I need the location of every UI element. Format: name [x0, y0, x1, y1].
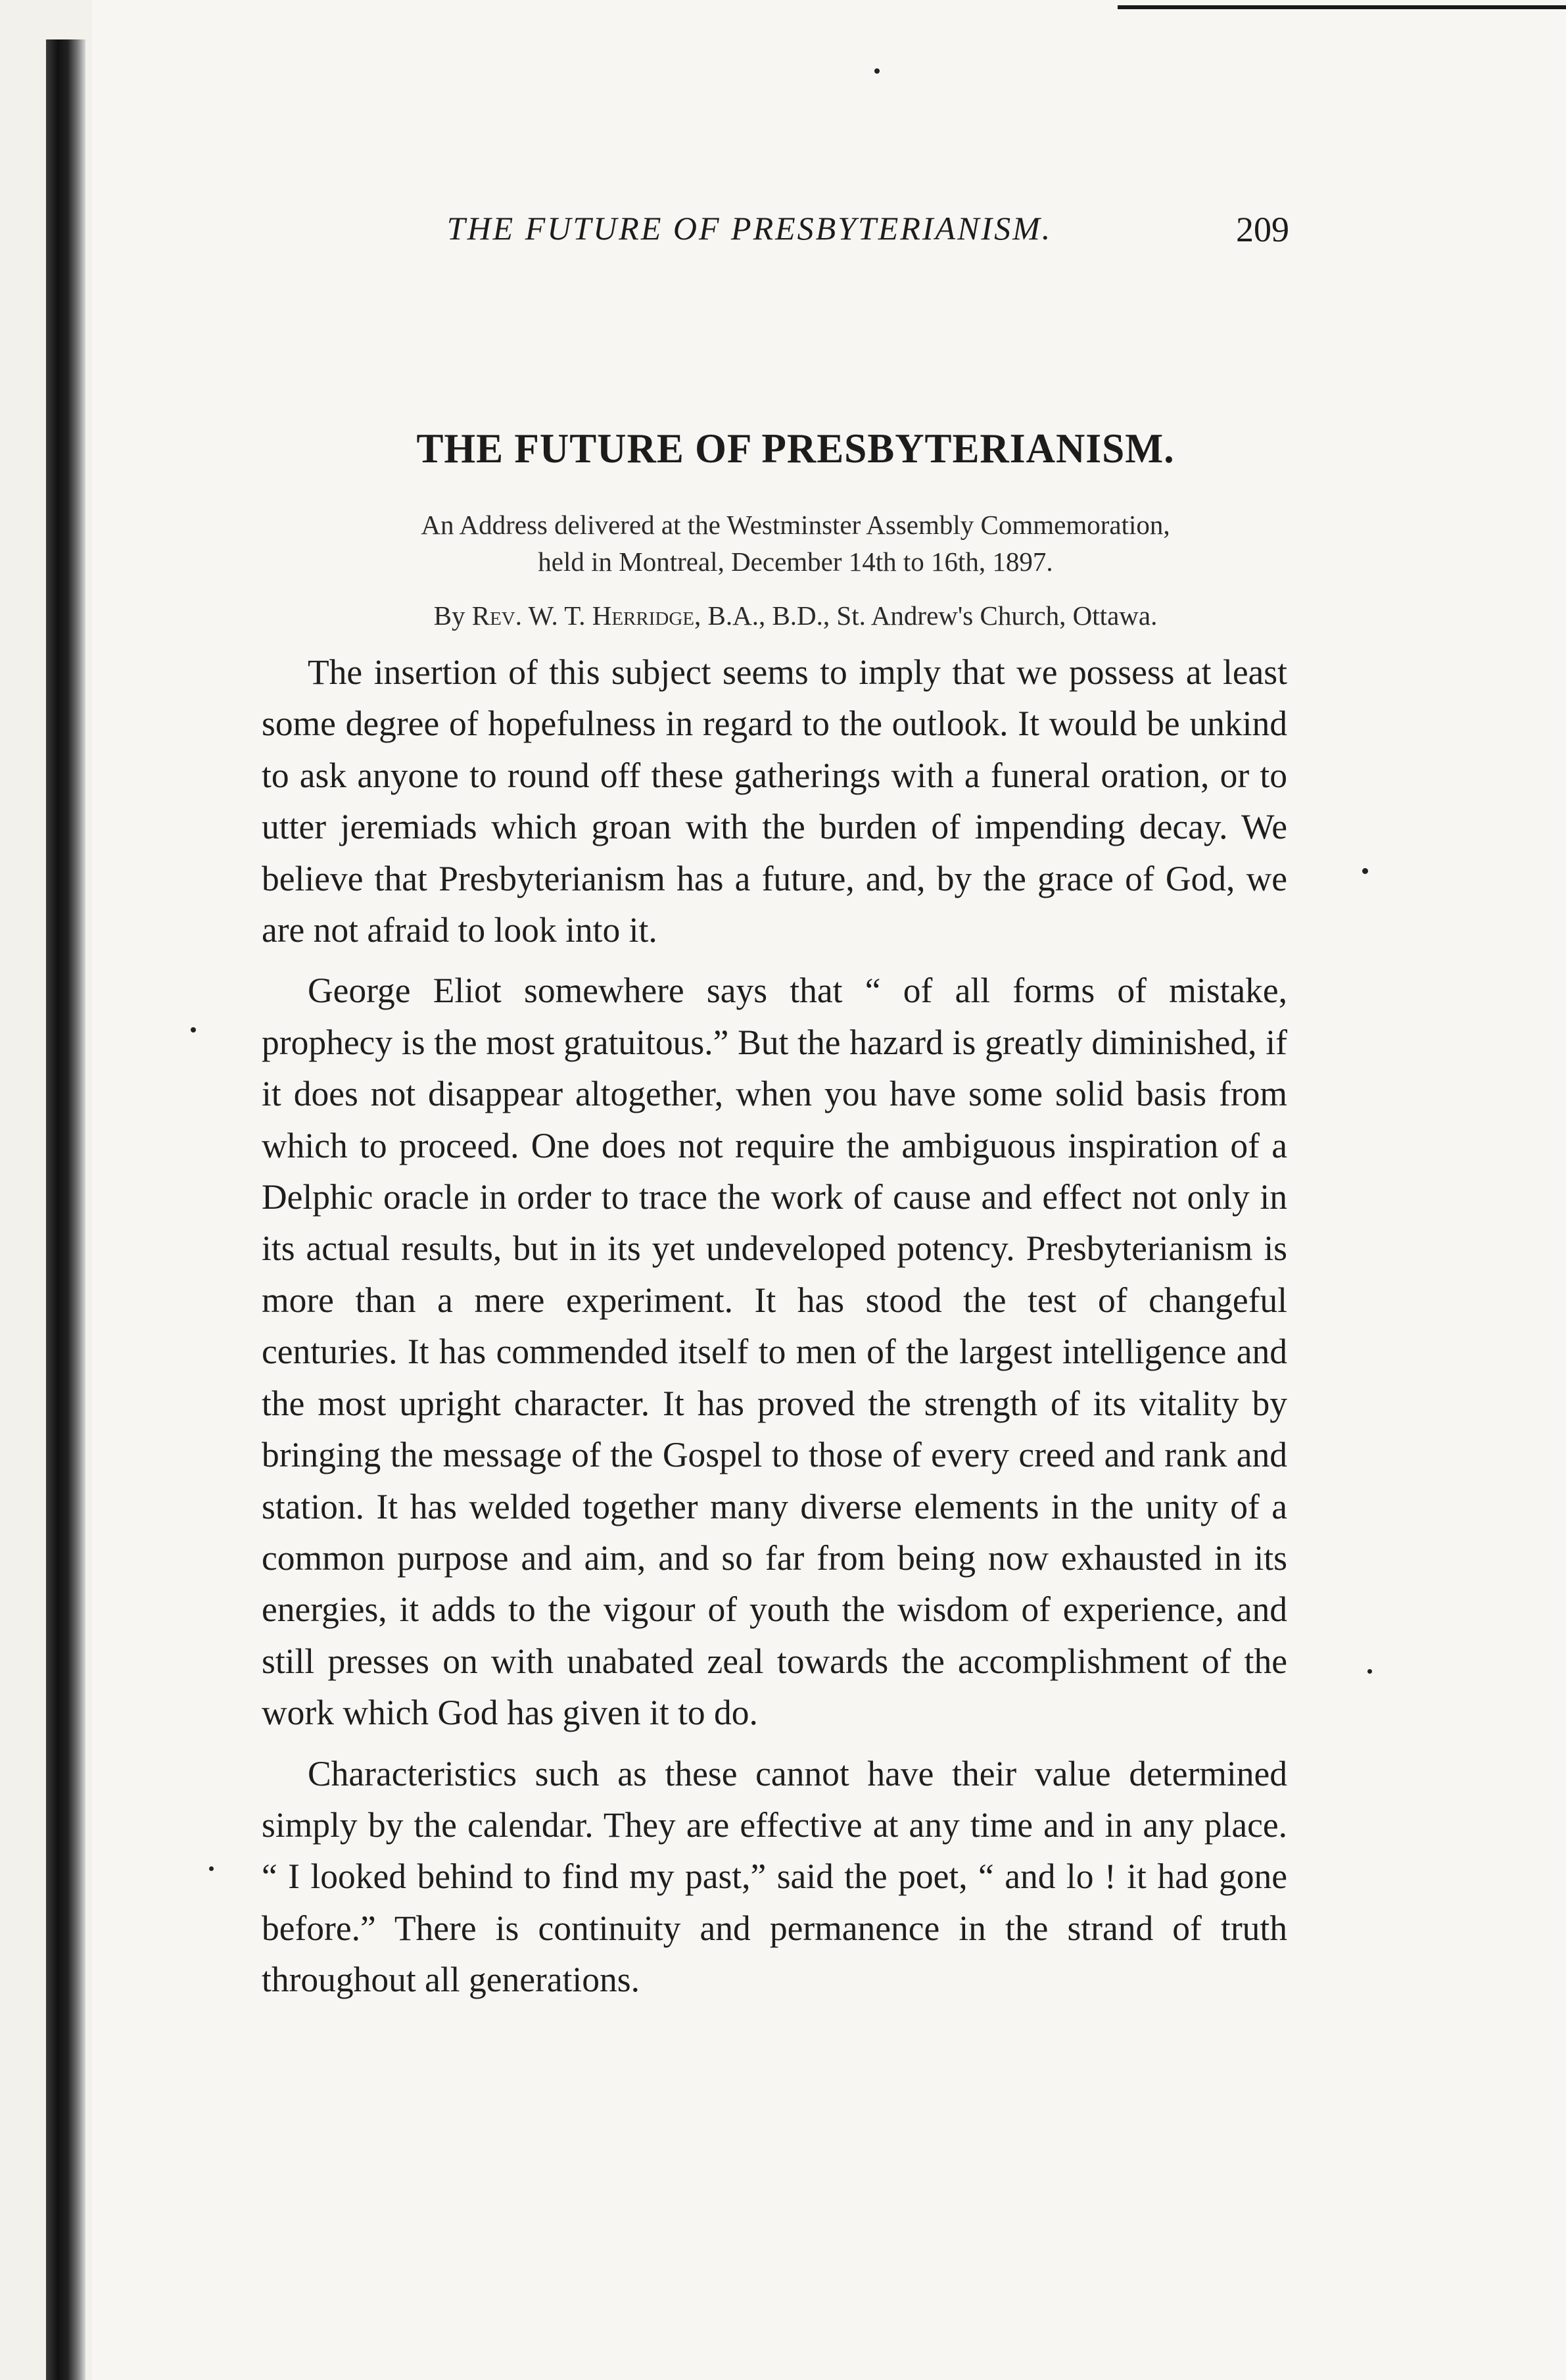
byline-author: Rev. W. T. Herridge	[471, 600, 694, 631]
byline	[263, 600, 1328, 631]
body-paragraph: George Eliot somewhere says that “ of all forms of mistake, prophecy is the most gratuitous.” But the hazard is greatly diminished, if it does not disappear altogether, when you have some solid basis from which to proceed. One does not require the ambiguous inspiration of a Delphic oracle in order to trace the work of cause and effect not only in its actual results, but in its yet undeveloped potency. Presbyterianism is more than a mere experiment. It has stood the test of changeful centuries. It has commended itself to men of the largest intelligence and the most upright character. It has proved the strength of its vitality by bringing the message of the Gospel to those of every creed and rank and station. It has welded together many diverse elements in the unity of a common purpose and aim, and so far from being now exhausted in its energies, it adds to the vigour of youth the wisdom of experience, and still presses on with unabated zeal towards the accomplishment of the work which God has given it to do.	[262, 971, 1287, 1733]
scan-speck	[209, 1866, 214, 1871]
binding-shadow	[46, 39, 85, 2380]
article-body	[262, 646, 1287, 2006]
scan-speck	[1362, 868, 1368, 874]
scan-edge-rule	[1118, 5, 1566, 9]
page-number: 209	[1236, 210, 1289, 249]
article-title: THE FUTURE OF PRESBYTERIANISM.	[416, 425, 1175, 472]
running-head: THE FUTURE OF PRESBYTERIANISM.	[446, 210, 1053, 247]
subtitle-line: held in Montreal, December 14th to 16th, 1897.	[538, 546, 1053, 577]
body-paragraph: Characteristics such as these cannot have their value determined simply by the calendar. They are effective at any time and in any place. “ I looked behind to find my past,” said the poet, “ and lo ! it had gone before.” There is continuity and permanence in the strand of truth throughout all generations.	[262, 1753, 1287, 2000]
body-paragraph: The insertion of this subject seems to imply that we possess at least some degree of hopefulness in regard to the outlook. It would be unkind to ask anyone to round off these gatherings with a funeral oration, or to utter jeremiads which groan with the burden of impending decay. We believe that Presbyterianism has a future, and, by the grace of God, we are not afraid to look into it.	[262, 652, 1287, 950]
subtitle-line: An Address delivered at the Westminster Assembly Commemoration,	[421, 510, 1170, 540]
scan-speck	[874, 68, 880, 74]
scan-speck	[1367, 1669, 1372, 1674]
article-subtitle	[263, 506, 1328, 580]
book-gutter	[0, 0, 92, 2380]
scan-speck	[191, 1027, 196, 1032]
byline-affiliation: , B.A., B.D., St. Andrew's Church, Ottawa.	[694, 600, 1158, 631]
byline-prefix: By	[433, 600, 472, 631]
